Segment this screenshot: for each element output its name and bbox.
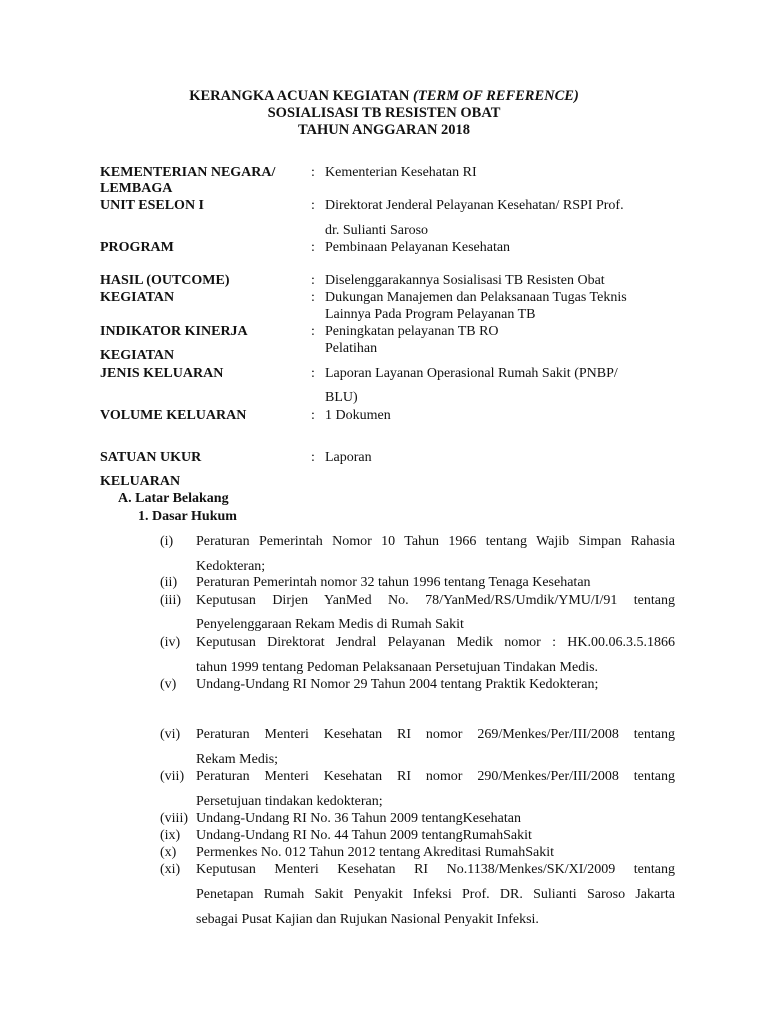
item-number: (viii)	[160, 811, 188, 826]
volume-keluaran-label: VOLUME KELUARAN	[100, 408, 247, 423]
item-number: (x)	[160, 845, 177, 860]
jenis-keluaran-value-cont: BLU)	[325, 390, 358, 405]
colon: :	[311, 450, 315, 465]
colon: :	[311, 324, 315, 339]
colon: :	[311, 240, 315, 255]
indikator-value-cont: Pelatihan	[325, 341, 378, 356]
indikator-kegiatan-label: KEGIATAN	[100, 348, 175, 363]
item-number: (vi)	[160, 727, 181, 742]
hasil-label: HASIL (OUTCOME)	[100, 273, 230, 288]
list-item-text-cont: Rekam Medis;	[196, 752, 279, 767]
indikator-value: Peningkatan pelayanan TB RO	[325, 324, 499, 339]
colon: :	[311, 198, 315, 213]
list-item-text: Undang-Undang RI No. 36 Tahun 2009 tentangKesehatan	[196, 811, 521, 826]
keluaran-heading: KELUARAN	[100, 474, 181, 489]
item-number: (ix)	[160, 828, 181, 843]
colon: :	[311, 290, 315, 305]
indikator-label: INDIKATOR KINERJA	[100, 324, 248, 339]
jenis-keluaran-label: JENIS KELUARAN	[100, 366, 224, 381]
list-item-text-cont: Penetapan Rumah Sakit Penyakit Infeksi Prof. DR. Sulianti Saroso Jakarta	[196, 887, 675, 902]
program-label: PROGRAM	[100, 240, 174, 255]
item-number: (ii)	[160, 575, 178, 590]
colon: :	[311, 273, 315, 288]
list-item-text: Keputusan Direktorat Jendral Pelayanan Medik nomor : HK.00.06.3.5.1866	[196, 635, 675, 650]
list-item-text-cont: tahun 1999 tentang Pedoman Pelaksanaan Persetujuan Tindakan Medis.	[196, 660, 599, 675]
item-number: (i)	[160, 534, 174, 549]
list-item-text: Permenkes No. 012 Tahun 2012 tentang Akreditasi RumahSakit	[196, 845, 555, 860]
unit-eselon-label: UNIT ESELON I	[100, 198, 205, 213]
list-item-text: Peraturan Menteri Kesehatan RI nomor 290/Menkes/Per/III/2008 tentang	[196, 769, 675, 784]
list-item-text-cont: sebagai Pusat Kajian dan Rujukan Nasional Penyakit Infeksi.	[196, 912, 539, 927]
list-item-text: Undang-Undang RI No. 44 Tahun 2009 tentangRumahSakit	[196, 828, 532, 843]
satuan-ukur-value: Laporan	[325, 450, 372, 465]
jenis-keluaran-value: Laporan Layanan Operasional Rumah Sakit (PNBP/	[325, 366, 618, 381]
item-number: (iv)	[160, 635, 181, 650]
list-item-text: Peraturan Pemerintah Nomor 10 Tahun 1966 tentang Wajib Simpan Rahasia	[196, 534, 675, 549]
unit-eselon-value: Direktorat Jenderal Pelayanan Kesehatan/ RSPI Prof.	[325, 198, 624, 213]
list-item-text: Keputusan Menteri Kesehatan RI No.1138/Menkes/SK/XI/2009 tentang	[196, 862, 675, 877]
kementerian-value: Kementerian Kesehatan RI	[325, 165, 477, 180]
list-item-text: Peraturan Menteri Kesehatan RI nomor 269/Menkes/Per/III/2008 tentang	[196, 727, 675, 742]
colon: :	[311, 366, 315, 381]
item-number: (iii)	[160, 593, 181, 608]
dasar-hukum-heading: 1. Dasar Hukum	[138, 509, 237, 524]
list-item-text-cont: Persetujuan tindakan kedokteran;	[196, 794, 383, 809]
list-item-text-cont: Penyelenggaraan Rekam Medis di Rumah Sakit	[196, 617, 464, 632]
hasil-value: Diselenggarakannya Sosialisasi TB Resisten Obat	[325, 273, 605, 288]
unit-eselon-value-cont: dr. Sulianti Saroso	[325, 223, 429, 238]
document-title-italic: (TERM OF REFERENCE)	[413, 88, 579, 104]
item-number: (xi)	[160, 862, 181, 877]
document-year: TAHUN ANGGARAN 2018	[297, 122, 471, 138]
colon: :	[311, 165, 315, 180]
list-item-text: Peraturan Pemerintah nomor 32 tahun 1996 tentang Tenaga Kesehatan	[196, 575, 591, 590]
lembaga-label: LEMBAGA	[100, 181, 173, 196]
item-number: (v)	[160, 677, 177, 692]
kegiatan-value-cont: Lainnya Pada Program Pelayanan TB	[325, 307, 536, 322]
document-subtitle: SOSIALISASI TB RESISTEN OBAT	[267, 105, 501, 121]
kegiatan-value: Dukungan Manajemen dan Pelaksanaan Tugas Teknis	[325, 290, 627, 305]
program-value: Pembinaan Pelayanan Kesehatan	[325, 240, 511, 255]
list-item-text-cont: Kedokteran;	[196, 559, 266, 574]
list-item-text: Undang-Undang RI Nomor 29 Tahun 2004 tentang Praktik Kedokteran;	[196, 677, 599, 692]
kementerian-label: KEMENTERIAN NEGARA/	[100, 165, 276, 180]
kegiatan-label: KEGIATAN	[100, 290, 175, 305]
document-title: KERANGKA ACUAN KEGIATAN (TERM OF REFERENCE)	[189, 88, 579, 104]
colon: :	[311, 408, 315, 423]
volume-keluaran-value: 1 Dokumen	[325, 408, 391, 423]
satuan-ukur-label: SATUAN UKUR	[100, 450, 202, 465]
list-item-text: Keputusan Dirjen YanMed No. 78/YanMed/RS/Umdik/YMU/I/91 tentang	[196, 593, 675, 608]
item-number: (vii)	[160, 769, 185, 784]
latar-belakang-heading: A. Latar Belakang	[118, 491, 229, 506]
